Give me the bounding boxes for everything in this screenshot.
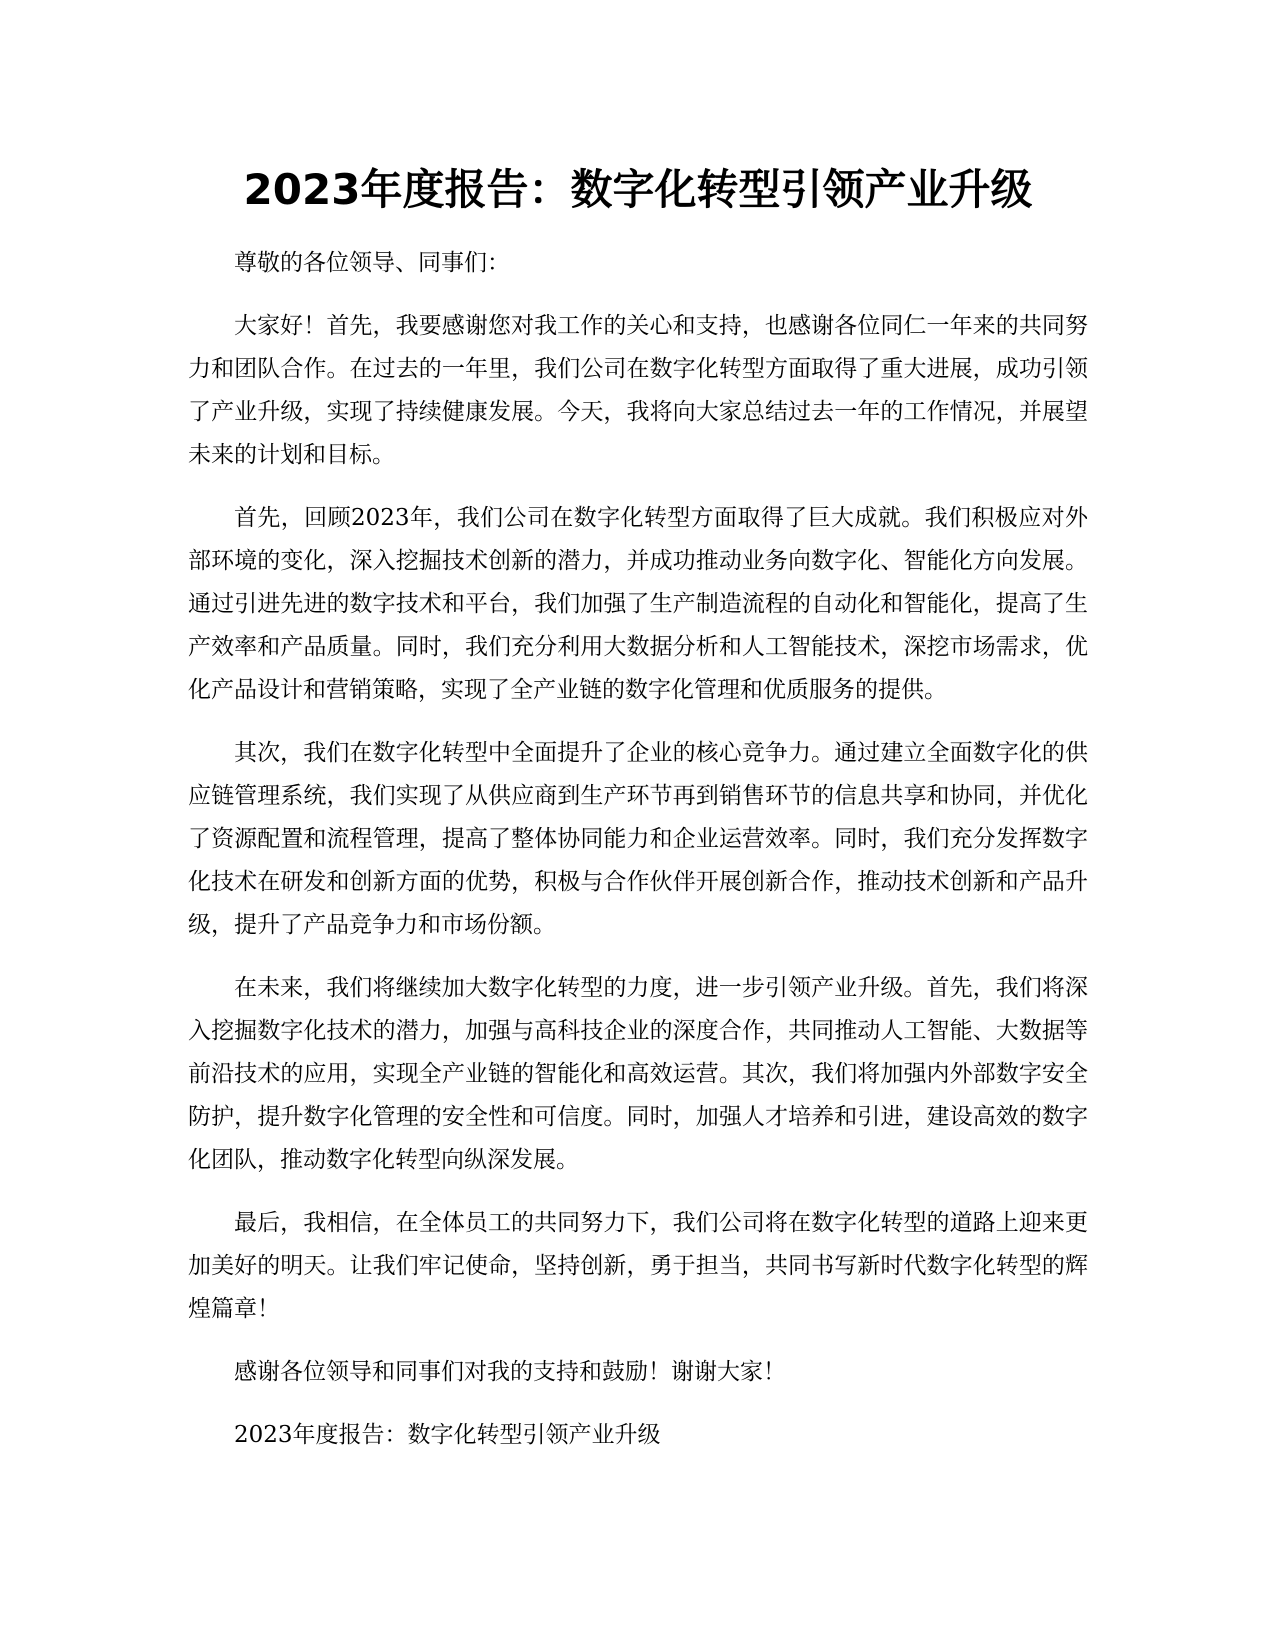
paragraph-review-2023: 首先，回顾2023年，我们公司在数字化转型方面取得了巨大成就。我们积极应对外部环境的变化，深入挖掘技术创新的潜力，并成功推动业务向数字化、智能化方向发展。通过引进先进的数字技术和平台，我们加强了生产制造流程的自动化和智能化，提高了生产效率和产品质量。同时，我们充分利用大数据分析和人工智能技术，深挖市场需求，优化产品设计和营销策略，实现了全产业链的数字化管理和优质服务的提供。 xyxy=(188,505,1088,703)
document-title: 2023年度报告：数字化转型引领产业升级 xyxy=(243,165,1033,214)
paragraph-salutation: 尊敬的各位领导、同事们： xyxy=(234,250,510,276)
paragraph-thanks: 感谢各位领导和同事们对我的支持和鼓励！谢谢大家！ xyxy=(234,1359,786,1385)
paragraph-conclusion: 最后，我相信，在全体员工的共同努力下，我们公司将在数字化转型的道路上迎来更加美好的明天。让我们牢记使命，坚持创新，勇于担当，共同书写新时代数字化转型的辉煌篇章！ xyxy=(188,1210,1088,1322)
document-body xyxy=(188,242,1088,1457)
paragraph-footer-title: 2023年度报告：数字化转型引领产业升级 xyxy=(234,1422,661,1448)
paragraph-competitiveness: 其次，我们在数字化转型中全面提升了企业的核心竞争力。通过建立全面数字化的供应链管理系统，我们实现了从供应商到生产环节再到销售环节的信息共享和协同，并优化了资源配置和流程管理，提高了整体协同能力和企业运营效率。同时，我们充分发挥数字化技术在研发和创新方面的优势，积极与合作伙伴开展创新合作，推动技术创新和产品升级，提升了产品竞争力和市场份额。 xyxy=(188,740,1088,938)
document-page xyxy=(188,150,1088,1477)
paragraph-future-plans: 在未来，我们将继续加大数字化转型的力度，进一步引领产业升级。首先，我们将深入挖掘数字化技术的潜力，加强与高科技企业的深度合作，共同推动人工智能、大数据等前沿技术的应用，实现全产业链的智能化和高效运营。其次，我们将加强内外部数字安全防护，提升数字化管理的安全性和可信度。同时，加强人才培养和引进，建设高效的数字化团队，推动数字化转型向纵深发展。 xyxy=(188,975,1088,1173)
paragraph-greeting: 大家好！首先，我要感谢您对我工作的关心和支持，也感谢各位同仁一年来的共同努力和团队合作。在过去的一年里，我们公司在数字化转型方面取得了重大进展，成功引领了产业升级，实现了持续健康发展。今天，我将向大家总结过去一年的工作情况，并展望未来的计划和目标。 xyxy=(188,313,1088,468)
